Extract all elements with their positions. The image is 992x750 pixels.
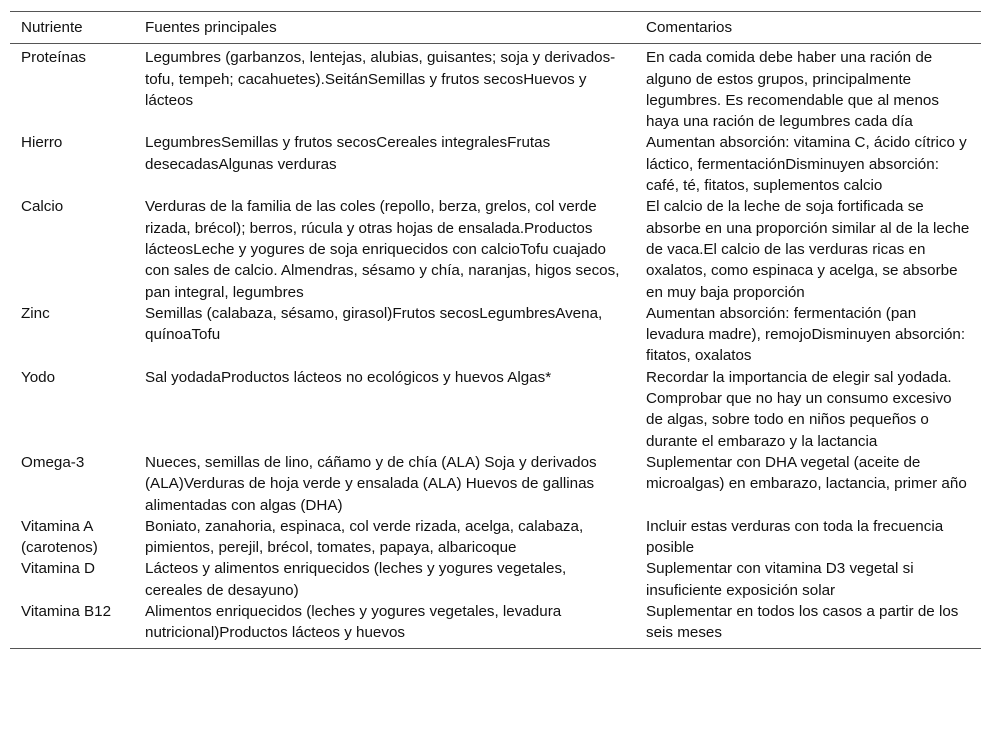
- cell-sources: Lácteos y alimentos enriquecidos (leches y yogures vegetales, cereales de desayuno): [145, 560, 567, 599]
- table-row: [10, 196, 981, 302]
- table-row: [10, 303, 981, 367]
- header-sources: Fuentes principales: [145, 19, 277, 36]
- cell-sources: Legumbres (garbanzos, lentejas, alubias, guisantes; soja y derivados-tofu, tempeh; cacahuetes).SeitánSemillas y frutos secosHuevos y lácteos: [145, 49, 616, 109]
- table-row: [10, 132, 981, 196]
- cell-nutrient: Calcio: [21, 198, 64, 216]
- table-header: [10, 12, 981, 44]
- table-row: [10, 601, 981, 648]
- header-nutrient: Nutriente: [21, 19, 83, 36]
- cell-nutrient: Zinc: [21, 304, 50, 322]
- cell-sources: Boniato, zanahoria, espinaca, col verde rizada, acelga, calabaza, pimientos, perejil, brécol, tomates, papaya, albaricoque: [145, 517, 584, 557]
- table-row: [10, 452, 981, 516]
- cell-comments: Recordar la importancia de elegir sal yodada. Comprobar que no hay un consumo excesivo de algas, sobre todo en niños pequeños o durante el embarazo y la lactancia: [646, 368, 952, 450]
- table-row: [10, 44, 981, 132]
- cell-nutrient: Proteínas: [21, 49, 87, 67]
- cell-nutrient: Vitamina A (carotenos): [21, 517, 98, 557]
- cell-comments: El calcio de la leche de soja fortificada se absorbe en una proporción similar al de la leche de vaca.El calcio de las verduras ricas en oxalatos, como espinaca y acelga, se absorbe en muy baja proporción: [646, 198, 970, 301]
- table-row: [10, 367, 981, 452]
- cell-sources: LegumbresSemillas y frutos secosCereales integralesFrutas desecadasAlgunas verduras: [145, 134, 551, 173]
- cell-nutrient: Vitamina D: [21, 560, 96, 578]
- cell-sources: Semillas (calabaza, sésamo, girasol)Frutos secosLegumbresAvena, quínoaTofu: [145, 304, 603, 344]
- cell-comments: Suplementar con vitamina D3 vegetal si insuficiente exposición solar: [646, 560, 914, 599]
- table-row: [10, 516, 981, 559]
- cell-comments: Incluir estas verduras con toda la frecuencia posible: [646, 517, 944, 557]
- cell-sources: Sal yodadaProductos lácteos no ecológicos y huevos Algas*: [145, 368, 552, 386]
- cell-nutrient: Vitamina B12: [21, 603, 112, 621]
- nutrient-table: [10, 11, 981, 649]
- cell-sources: Nueces, semillas de lino, cáñamo y de chía (ALA) Soja y derivados (ALA)Verduras de hoja verde y ensalada (ALA) Huevos de gallinas alimentadas con algas (DHA): [145, 453, 597, 514]
- cell-nutrient: Hierro: [21, 134, 63, 152]
- cell-sources: Verduras de la familia de las coles (repollo, berza, grelos, col verde rizada, brécol); berros, rúcula y otras hojas de ensalada.Productos lácteosLeche y yogures de soja enriquecidos con calcioTofu cuajado con sales de calcio. Almendras, sésamo y chía, naranjas, higos secos, pan integral, legumbres: [145, 198, 620, 301]
- header-comments: Comentarios: [646, 19, 733, 36]
- cell-comments: Aumentan absorción: vitamina C, ácido cítrico y láctico, fermentaciónDisminuyen absorción: café, té, fitatos, suplementos calcio: [646, 134, 967, 195]
- cell-comments: Suplementar en todos los casos a partir de los seis meses: [646, 603, 959, 642]
- cell-comments: Suplementar con DHA vegetal (aceite de microalgas) en embarazo, lactancia, primer año: [646, 453, 967, 493]
- cell-nutrient: Yodo: [21, 368, 56, 386]
- cell-nutrient: Omega-3: [21, 453, 85, 471]
- cell-comments: Aumentan absorción: fermentación (pan levadura madre), remojoDisminuyen absorción: fitatos, oxalatos: [646, 304, 966, 365]
- table-row: [10, 558, 981, 601]
- cell-comments: En cada comida debe haber una ración de alguno de estos grupos, principalmente legumbres. Es recomendable que al menos haya una ración de legumbres cada día: [646, 49, 939, 131]
- cell-sources: Alimentos enriquecidos (leches y yogures vegetales, levadura nutricional)Productos lácteos y huevos: [145, 603, 562, 642]
